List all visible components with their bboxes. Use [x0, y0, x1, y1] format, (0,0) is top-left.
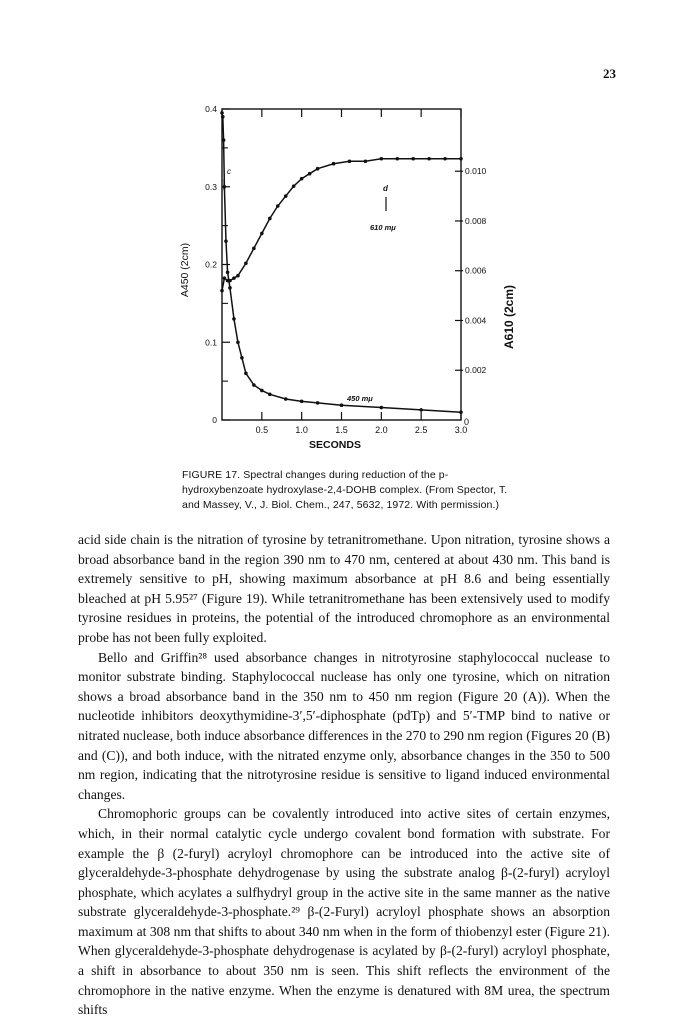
data-point — [276, 204, 280, 208]
x-axis-label: SECONDS — [309, 439, 361, 451]
chart-marks — [220, 111, 463, 414]
y-left-tick-label: 0.1 — [205, 337, 217, 348]
data-point — [244, 261, 248, 265]
data-point — [332, 162, 336, 166]
data-point — [380, 157, 384, 161]
series-line-450 — [222, 113, 461, 412]
x-tick-label: 2.0 — [375, 425, 388, 435]
data-point — [220, 111, 224, 115]
data-point — [224, 239, 228, 243]
data-point — [223, 276, 227, 280]
plot-frame — [222, 109, 461, 420]
data-point — [260, 389, 264, 393]
x-tick-label: 2.5 — [414, 425, 428, 435]
y-right-tick-label: 0.004 — [465, 315, 487, 326]
data-point — [236, 340, 240, 344]
data-point — [300, 400, 304, 404]
y-right-tick-label: 0.002 — [465, 365, 487, 376]
figure-17-chart — [150, 95, 550, 455]
x-tick-label: 1.5 — [335, 425, 348, 435]
data-point — [232, 317, 236, 321]
data-point — [252, 247, 256, 251]
chart-axes — [179, 104, 516, 435]
data-point — [308, 172, 312, 176]
data-point — [260, 232, 264, 236]
paragraph-1: acid side chain is the nitration of tyrosine by tetranitromethane. Upon nitration, tyrosine shows a broad absorbance band in the region 390 nm to 470 nm, centered at about 430 nm. This band is extremely sensitive to pH, showing maximum absorbance at pH 8.6 and being essentially bleached at pH 5.95²⁷ (Figure 19). While tetranitromethane has been extensively used to modify tyrosine residues in proteins, the potential of the introduced chromophore as an environmental probe has not been fully exploited. — [78, 532, 610, 645]
y-left-axis-label: A450 (2cm) — [179, 242, 191, 298]
series-label-610: 610 mμ — [370, 223, 396, 232]
y-right-tick-label: 0 — [464, 417, 470, 427]
data-point — [395, 157, 399, 161]
series-label-450: 450 mμ — [347, 394, 373, 403]
page-number: 23 — [603, 66, 616, 81]
data-point — [268, 217, 272, 221]
data-point — [300, 177, 304, 181]
body-text — [78, 530, 610, 1020]
data-point — [411, 157, 415, 161]
y-left-tick-label: 0.2 — [205, 259, 217, 270]
y-left-tick-label: 0.3 — [205, 181, 217, 192]
y-right-axis-label: A610 (2cm) — [502, 284, 516, 350]
data-point — [419, 408, 423, 412]
data-point — [252, 383, 256, 387]
data-point — [459, 157, 463, 161]
data-point — [443, 157, 447, 161]
data-point — [220, 289, 224, 293]
x-tick-label: 1.0 — [295, 425, 308, 435]
data-point — [292, 184, 296, 188]
data-point — [244, 372, 248, 376]
data-point — [228, 279, 232, 283]
data-point — [427, 157, 431, 161]
data-point — [348, 159, 352, 163]
data-point — [222, 138, 226, 142]
data-point — [340, 403, 344, 407]
figure-caption — [182, 468, 522, 513]
y-right-tick-label: 0.010 — [465, 166, 487, 177]
caption-text: Spectral changes during reduction of the p-hydroxybenzoate hydroxylase-2,4-DOHB complex. (From Spector, T. and Massey, V., J. Biol. Chem., 247, 5632, 1972. With permission.) — [182, 469, 508, 511]
y-right-tick-label: 0.008 — [465, 215, 487, 226]
data-point — [364, 159, 368, 163]
x-tick-label: 0.5 — [255, 425, 269, 435]
data-point — [226, 270, 230, 274]
annotation-c: c — [227, 167, 231, 176]
series-line-610 — [222, 159, 461, 291]
y-left-tick-label: 0 — [212, 415, 217, 425]
annotation-d: d — [383, 184, 388, 193]
paragraph-3: Chromophoric groups can be covalently introduced into active sites of certain enzymes, which, in their normal catalytic cycle undergo covalent bond formation with substrate. For example the β (2-furyl) acryloyl chromophore can be introduced into the active site of glyceraldehyde-3-phosphate dehydrogenase by using the substrate analog β-(2-furyl) acryloyl phosphate, which acylates a sulfhydryl group in the active site in the same manner as the native substrate glyceraldehyde-3-phosphate.²⁹ β-(2-Furyl) acryloyl phosphate shows an absorption maximum at 308 nm that shifts to about 340 nm when in the form of thiobenzyl ester (Figure 21). When glyceraldehyde-3-phosphate dehydrogenase is acylated by β-(2-furyl) acryloyl phosphate, a shift in absorbance to about 350 nm is seen. This shift reflects the environment of the chromophore in the native enzyme. When the enzyme is denatured with 8M urea, the spectrum shifts — [78, 806, 610, 1018]
caption-label: FIGURE 17. — [182, 469, 241, 481]
data-point — [284, 194, 288, 198]
data-point — [459, 410, 463, 414]
y-right-tick-label: 0.006 — [465, 265, 487, 276]
x-tick-label: 3.0 — [454, 425, 468, 435]
y-left-tick-label: 0.4 — [205, 104, 217, 114]
data-point — [316, 401, 320, 405]
data-point — [284, 397, 288, 401]
data-point — [316, 167, 320, 171]
data-point — [228, 286, 232, 290]
data-point — [221, 115, 225, 119]
data-point — [268, 393, 272, 397]
paragraph-2: Bello and Griffin²⁸ used absorbance changes in nitrotyrosine staphylococcal nuclease to monitor substrate binding. Staphylococcal nuclease has only one tyrosine, which on nitration shows a broad absorbance band in the 350 nm to 450 nm region (Figure 20 (A)). When the nucleotide inhibitors deoxythymidine-3′,5′-diphosphate (pdTp) and 5′-TMP bind to native or nitrated nuclease, both induce absorbance differences in the 270 to 290 nm region (Figures 20 (B) and (C)), and both induce, with the nitrated enzyme only, absorbance changes in the 350 to 500 nm region, indicating that the nitrotyrosine residue is sensitive to ligand induced environmental changes. — [78, 649, 611, 802]
data-point — [380, 406, 384, 410]
data-point — [232, 276, 236, 280]
data-point — [236, 274, 240, 278]
data-point — [240, 356, 244, 360]
